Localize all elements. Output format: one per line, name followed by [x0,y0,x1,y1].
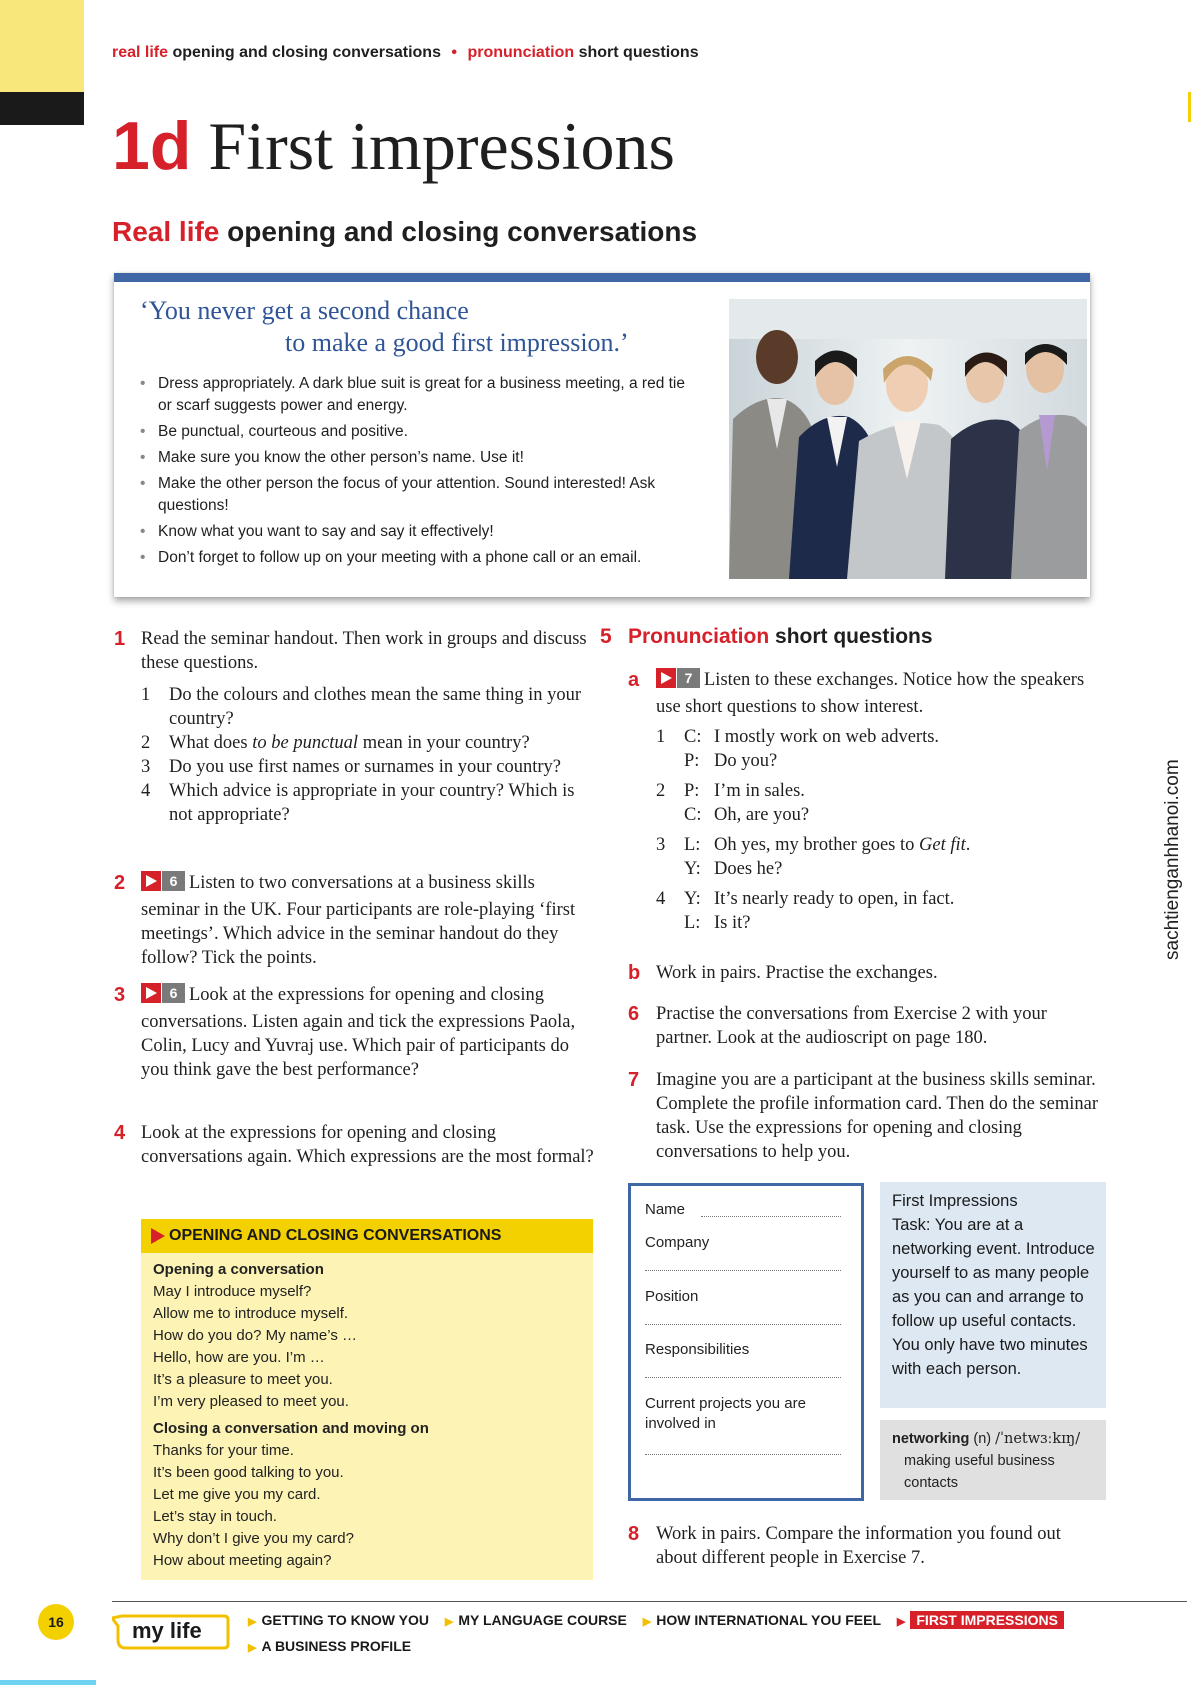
audio-track-icon[interactable] [656,668,700,695]
expression-item: How do you do? My name’s … [153,1327,357,1344]
exercise-6 [628,1002,1101,1050]
seminar-handout [114,273,1090,597]
task-box [880,1182,1106,1408]
track-number: 7 [684,670,693,686]
tip-item: • Be punctual, courteous and positive. [134,421,694,443]
quote-line-1: ‘You never get a second chance [140,296,469,325]
exercise-2-text: Listen to two conversations at a business skills seminar in the UK. Four participants are role-playing ‘first meetings’. Which advice in the seminar handout do they follow? Tick the points. [141,873,576,968]
exercise-5a-text: Listen to these exchanges. Notice how the speakers use short questions to show interest. [656,670,1085,717]
company-field[interactable] [645,1270,841,1271]
profile-card [628,1183,864,1501]
running-head-topic: opening and closing conversations [172,44,441,61]
arrow-icon [151,1228,165,1244]
exercise-number: 6 [628,1003,640,1025]
exchange-number: 2 [656,781,666,801]
subtitle-red: Real life [112,216,220,247]
glossary-word: networking [892,1431,970,1447]
expression-item: It’s a pleasure to meet you. [153,1371,333,1388]
footer-link[interactable] [248,1608,429,1634]
question-item [141,755,594,779]
track-number: 6 [169,985,178,1001]
tip-item: • Know what you want to say and say it effectively! [134,521,694,543]
exercise-number: 5 [600,625,612,648]
track-number: 6 [169,873,178,889]
expressions-box [141,1219,593,1580]
footer-link[interactable] [248,1634,411,1660]
footer-link-active[interactable] [897,1608,1064,1634]
question-number: 1 [141,685,151,705]
bullet-dot: • [451,44,458,61]
footer-nav [248,1608,1076,1660]
opening-heading: Opening a conversation [153,1261,324,1278]
exercise-number: 3 [114,984,126,1006]
card-label-responsibilities: Responsibilities [645,1341,750,1358]
expression-item: It’s been good talking to you. [153,1464,344,1481]
lesson-number: 1d [112,108,192,184]
exchange-line: Oh yes, my brother goes to [714,835,920,855]
exchange-item [656,779,1101,827]
speaker: L: [684,835,701,855]
card-label-position: Position [645,1288,699,1305]
question-text: Which advice is appropriate in your country? Which is not appropriate? [169,781,575,825]
running-head [112,44,699,62]
watermark: sachtienganhhanoi.com [1162,759,1183,960]
exchange-item [656,887,1101,935]
expression-item: I’m very pleased to meet you. [153,1393,349,1410]
exercise-8-text: Work in pairs. Compare the information you found out about different people in Exercise 7. [656,1524,1061,1568]
exchange-number: 4 [656,889,666,909]
section-subtitle [112,216,697,248]
pronunciation-label: Pronunciation [628,625,770,648]
triangle-icon: ▶ [642,1616,652,1628]
exchange-reply: Oh, are you? [714,805,810,825]
exercise-1 [114,627,594,827]
exercise-7 [628,1068,1106,1164]
exercise-3-text: Look at the expressions for opening and closing conversations. Listen again and tick the expressions Paola, Colin, Lucy and Yuvraj use. Which pair of participants do you think gave the best performance? [141,985,576,1080]
running-head-pron-topic: short questions [578,44,699,61]
exercise-number: 2 [114,872,126,894]
exchange-period: . [965,835,971,855]
question-text: Do you use first names or surnames in your country? [169,757,562,777]
triangle-icon: ▶ [896,1616,906,1628]
exercise-3 [114,983,594,1082]
expressions-list [153,1259,429,1572]
tip-item: • Dress appropriately. A dark blue suit is great for a business meeting, a red tie or scarf suggests power and energy. [134,373,694,417]
header-black-tab [0,92,84,125]
exercise-5-heading [600,625,933,649]
exercise-1-questions [141,683,594,827]
exchange-line: I mostly work on web adverts. [714,727,940,747]
tip-item: • Make the other person the focus of your attention. Sound interested! Ask questions! [134,473,694,517]
footer-link[interactable] [643,1608,881,1634]
name-field[interactable] [701,1216,841,1217]
speaker: C: [684,805,702,825]
exchange-number: 1 [656,727,666,747]
question-number: 3 [141,757,151,777]
question-item [141,683,594,731]
expression-item: Let me give you my card. [153,1486,321,1503]
handout-quote [140,295,629,359]
footer-link-label: A BUSINESS PROFILE [261,1638,412,1654]
glossary-box [880,1420,1106,1500]
exchange-item [656,725,1101,773]
question-item [141,779,594,827]
exchange-line: I’m in sales. [714,781,805,801]
speaker: L: [684,913,701,933]
card-label-projects: Current projects you are involved in [645,1395,806,1432]
tip-item: • Don’t forget to follow up on your meeting with a phone call or an email. [134,547,694,569]
expression-item: Why don’t I give you my card? [153,1530,354,1547]
page-number: 16 [38,1604,74,1640]
speaker: Y: [684,889,701,909]
audio-track-icon[interactable] [141,983,185,1010]
exercise-number: 4 [114,1122,126,1144]
tip-item: • Make sure you know the other person’s name. Use it! [134,447,694,469]
speaker: P: [684,781,700,801]
footer-link-label: HOW INTERNATIONAL YOU FEEL [656,1612,882,1628]
footer-link-label: FIRST IMPRESSIONS [910,1611,1064,1629]
tips-list [134,373,694,573]
question-italic: to be punctual [252,733,359,753]
speaker: P: [684,751,700,771]
exercise-5a [628,668,1101,935]
audio-track-icon[interactable] [141,871,185,898]
exercise-letter: b [628,962,641,984]
exercise-1-text: Read the seminar handout. Then work in groups and discuss these questions. [141,629,587,673]
speaker: C: [684,727,702,747]
exchange-line: It’s nearly ready to open, in fact. [714,889,955,909]
footer-rule [112,1601,1187,1602]
expression-item: How about meeting again? [153,1552,332,1569]
exchange-number: 3 [656,835,666,855]
question-number: 4 [141,781,151,801]
expressions-box-header [141,1219,593,1253]
responsibilities-field[interactable] [645,1377,841,1378]
expression-item: May I introduce myself? [153,1283,312,1300]
projects-field[interactable] [645,1454,841,1455]
page-title [112,108,675,184]
handout-top-bar [114,273,1090,282]
expression-item: Allow me to introduce myself. [153,1305,349,1322]
pronunciation-topic: short questions [775,625,933,648]
exercise-letter: a [628,669,640,691]
question-number: 2 [141,733,151,753]
expression-item: Thanks for your time. [153,1442,294,1459]
my-life-logo[interactable] [112,1612,230,1652]
running-head-reallife: real life [112,44,169,61]
question-text-end: mean in your country? [358,733,530,753]
expression-item: Hello, how are you. I’m … [153,1349,325,1366]
question-text: Do the colours and clothes mean the same thing in your country? [169,685,582,729]
triangle-icon: ▶ [444,1616,454,1628]
speaker: Y: [684,859,701,879]
quote-line-2: to make a good first impression.’ [285,328,629,357]
exercise-number: 1 [114,628,126,650]
exchange-reply: Does he? [714,859,783,879]
glossary-text [892,1428,1097,1494]
my-life-label: my life [132,1618,202,1643]
exercise-7-text: Imagine you are a participant at the business skills seminar. Complete the profile information card. Then do the seminar task. Use the expressions for opening and closing conversations to help you. [656,1070,1098,1162]
task-text [892,1189,1097,1381]
closing-heading: Closing a conversation and moving on [153,1420,429,1437]
exchange-item [656,833,1101,881]
triangle-icon: ▶ [248,1642,257,1654]
exchange-italic: Get fit [919,835,966,855]
glossary-phonetic: /ˈnetwɜːkɪŋ/ [995,1431,1081,1447]
task-title: First Impressions [892,1192,1018,1210]
bottom-strip [0,1680,96,1685]
footer-link-label: GETTING TO KNOW YOU [261,1612,429,1628]
lesson-title: First impressions [208,108,675,184]
card-label-company: Company [645,1234,710,1251]
footer-link[interactable] [445,1608,627,1634]
exchange-reply: Do you? [714,751,778,771]
question-item [141,731,594,755]
exercise-5b-text: Work in pairs. Practise the exchanges. [656,963,938,983]
glossary-pos: (n) [973,1431,992,1447]
business-people-photo [729,299,1087,579]
expressions-heading: OPENING AND CLOSING CONVERSATIONS [169,1227,502,1244]
exercise-4-text: Look at the expressions for opening and closing conversations again. Which expressions are the most formal? [141,1123,594,1167]
running-head-pronunciation: pronunciation [467,44,575,61]
exercise-8 [628,1522,1101,1570]
exercise-number: 8 [628,1523,640,1545]
exercise-2 [114,871,594,970]
exercise-4 [114,1121,594,1169]
header-yellow-tab [0,0,84,92]
expression-item: Let’s stay in touch. [153,1508,277,1525]
card-label-name: Name [645,1201,686,1218]
triangle-icon: ▶ [248,1616,257,1628]
glossary-definition: making useful business contacts [904,1453,1055,1491]
exchanges-list [656,725,1101,935]
subtitle-rest: opening and closing conversations [227,216,698,247]
task-description: Task: You are at a networking event. Introduce yourself to as many people as you can and arrange to follow up useful contacts. You only have two minutes with each person. [892,1216,1095,1378]
exercise-number: 7 [628,1069,640,1091]
exercise-6-text: Practise the conversations from Exercise 2 with your partner. Look at the audioscript on page 180. [656,1004,1047,1048]
question-text: What does [169,733,253,753]
position-field[interactable] [645,1324,841,1325]
footer-link-label: MY LANGUAGE COURSE [458,1612,627,1628]
exercise-5b [628,961,1101,985]
exchange-reply: Is it? [714,913,751,933]
